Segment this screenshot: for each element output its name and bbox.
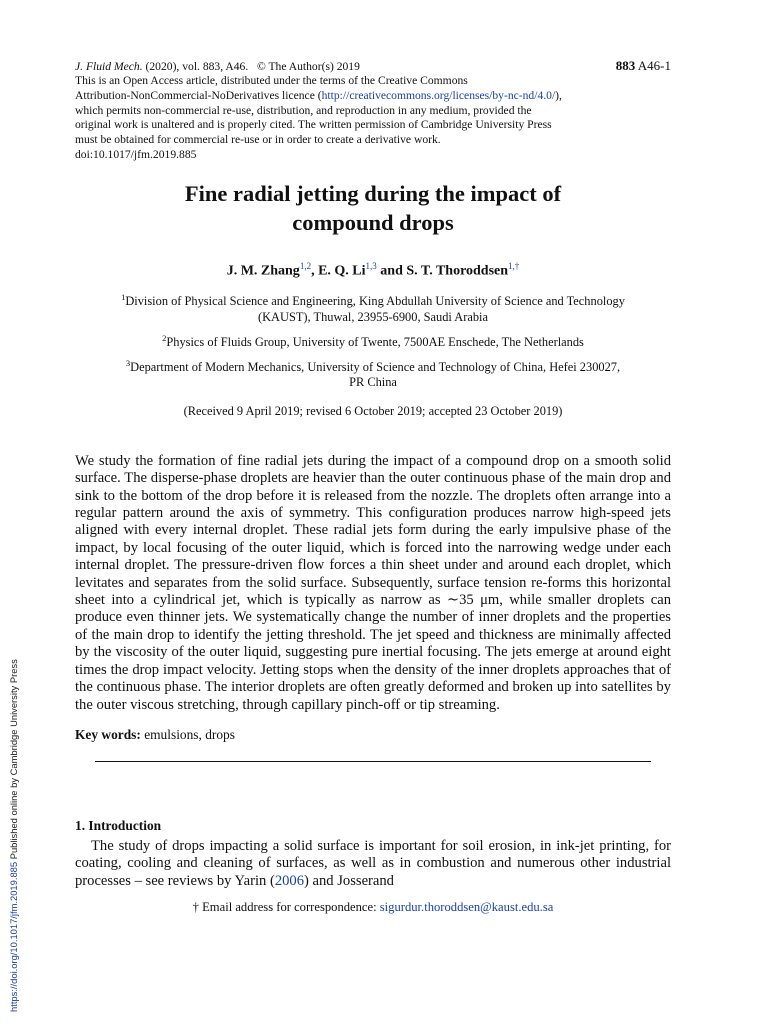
section-divider <box>95 761 651 762</box>
paper-page <box>75 58 671 915</box>
author-list <box>75 257 671 281</box>
abstract: We study the formation of fine radial jets during the impact of a compound drop on a smooth solid surface. The disperse-phase droplets are heavier than the outer continuous phase of the main drop and sink to the bottom of the drop before it is released from the nozzle. The droplets often arrange into a regular pattern around the axis of symmetry. This configuration produces narrow high-speed jets aligned with every internal droplet. These radial jets form during the early impulsive phase of the impact, by local focusing of the outer liquid, which is forced into the narrowing wedge under each internal droplet. The pressure-driven flow forces a thin sheet under and around each droplet, which levitates and separates from the solid surface. Subsequently, surface tension re-forms this horizontal sheet into a cylindrical jet, which is typically as narrow as ∼35 μm, while smaller droplets can produce even thinner jets. We systematically change the number of inner droplets and the properties of the main drop to identify the jetting threshold. The jet speed and thickness are minimally affected by the viscosity of the outer liquid, suggesting pure inertial focusing. The jets emerge at around eight times the drop impact velocity. Jetting stops when the density of the inner droplets approaches that of the continuous phase. The interior droplets are often greatly deformed and broken up into satellites by the outer viscous stretching, through capillary pinch-off or tip streaming. <box>75 452 671 713</box>
journal-name: J. Fluid Mech. <box>75 60 143 73</box>
introduction-paragraph <box>75 838 671 890</box>
citation-link[interactable]: 2006 <box>274 872 304 889</box>
author-separator: and <box>376 263 407 279</box>
section-heading <box>75 818 671 834</box>
author-name: E. Q. Li <box>318 263 366 279</box>
affiliation-text: Department of Modern Mechanics, University of Science and Technology of China, Hefei 230027, <box>130 359 621 374</box>
side-doi-link[interactable]: https://doi.org/10.1017/jfm.2019.885 <box>8 861 19 1012</box>
affiliation <box>75 356 671 390</box>
correspondence-footnote <box>75 900 671 915</box>
journal-citation <box>75 59 360 74</box>
footnote-text: † Email address for correspondence: <box>192 900 380 915</box>
page-number <box>616 58 671 73</box>
author-name: S. T. Thoroddsen <box>406 263 509 279</box>
affiliation-line <box>75 356 671 375</box>
title-line: Fine radial jetting during the impact of <box>184 180 562 206</box>
doi-line: doi:10.1017/jfm.2019.885 <box>75 147 197 161</box>
affiliation <box>75 290 671 324</box>
side-published-text: Published online by Cambridge University Press <box>8 659 19 862</box>
license-line: This is an Open Access article, distributed under the terms of the Creative Commons <box>75 74 468 87</box>
intro-text: ) and Josserand <box>304 872 394 889</box>
journal-year-volume: (2020), vol. 883, A46. <box>145 60 249 73</box>
section-title: Introduction <box>88 817 162 833</box>
license-line: must be obtained for commercial re-use or in order to create a derivative work. <box>75 133 441 147</box>
affiliation <box>75 331 671 350</box>
license-text: ), <box>555 88 562 102</box>
affiliation-line <box>75 290 671 309</box>
received-dates: (Received 9 April 2019; revised 6 October 2019; accepted 23 October 2019) <box>183 403 563 418</box>
author-affiliation-marker[interactable]: 1,† <box>508 260 520 271</box>
title-line: compound drops <box>292 209 454 235</box>
copyright-notice: © The Author(s) 2019 <box>256 60 360 73</box>
paper-title <box>75 179 671 237</box>
affiliation-line: PR China <box>349 374 397 389</box>
side-publication-note <box>8 659 19 1012</box>
author-separator: , <box>311 263 319 279</box>
page-id: A46-1 <box>637 58 671 73</box>
affiliation-line <box>75 331 671 350</box>
page-volume: 883 <box>615 58 636 73</box>
section-number: 1. <box>75 817 86 833</box>
keywords-label: Key words: <box>75 726 141 742</box>
affiliation-marker: 3 <box>125 357 131 368</box>
keywords <box>75 727 671 743</box>
affiliation-text: Physics of Fluids Group, University of Twente, 7500AE Enschede, The Netherlands <box>166 334 584 349</box>
author-affiliation-marker[interactable]: 1,2 <box>299 260 312 271</box>
affiliation-marker: 2 <box>162 332 167 343</box>
affiliation-line: (KAUST), Thuwal, 23955-6900, Saudi Arabia <box>257 309 488 324</box>
author-affiliation-marker[interactable]: 1,3 <box>365 260 377 271</box>
correspondence-email-link[interactable]: sigurdur.thoroddsen@kaust.edu.sa <box>379 900 554 915</box>
author-name: J. M. Zhang <box>226 263 300 279</box>
intro-text: The study of drops impacting a solid surface is important for soil erosion, in ink-jet printing, for coating, cooling and cleaning of surfaces, as well as in combustion and numerous other industrial processes – see reviews by Yarin ( <box>75 837 671 889</box>
keywords-value: emulsions, drops <box>144 726 235 742</box>
journal-header <box>75 58 671 74</box>
license-text: Attribution-NonCommercial-NoDerivatives licence ( <box>75 88 322 102</box>
license-line: original work is unaltered and is properly cited. The written permission of Cambridge University Press <box>75 118 552 132</box>
affiliation-marker: 1 <box>121 292 126 303</box>
license-line <box>75 89 671 104</box>
affiliation-text: Division of Physical Science and Engineering, King Abdullah University of Science and Technology <box>125 294 625 309</box>
license-link[interactable]: http://creativecommons.org/licenses/by-nc-nd/4.0/ <box>321 88 556 102</box>
license-line: which permits non-commercial re-use, distribution, and reproduction in any medium, provided the <box>75 103 532 117</box>
license-block <box>75 74 671 163</box>
